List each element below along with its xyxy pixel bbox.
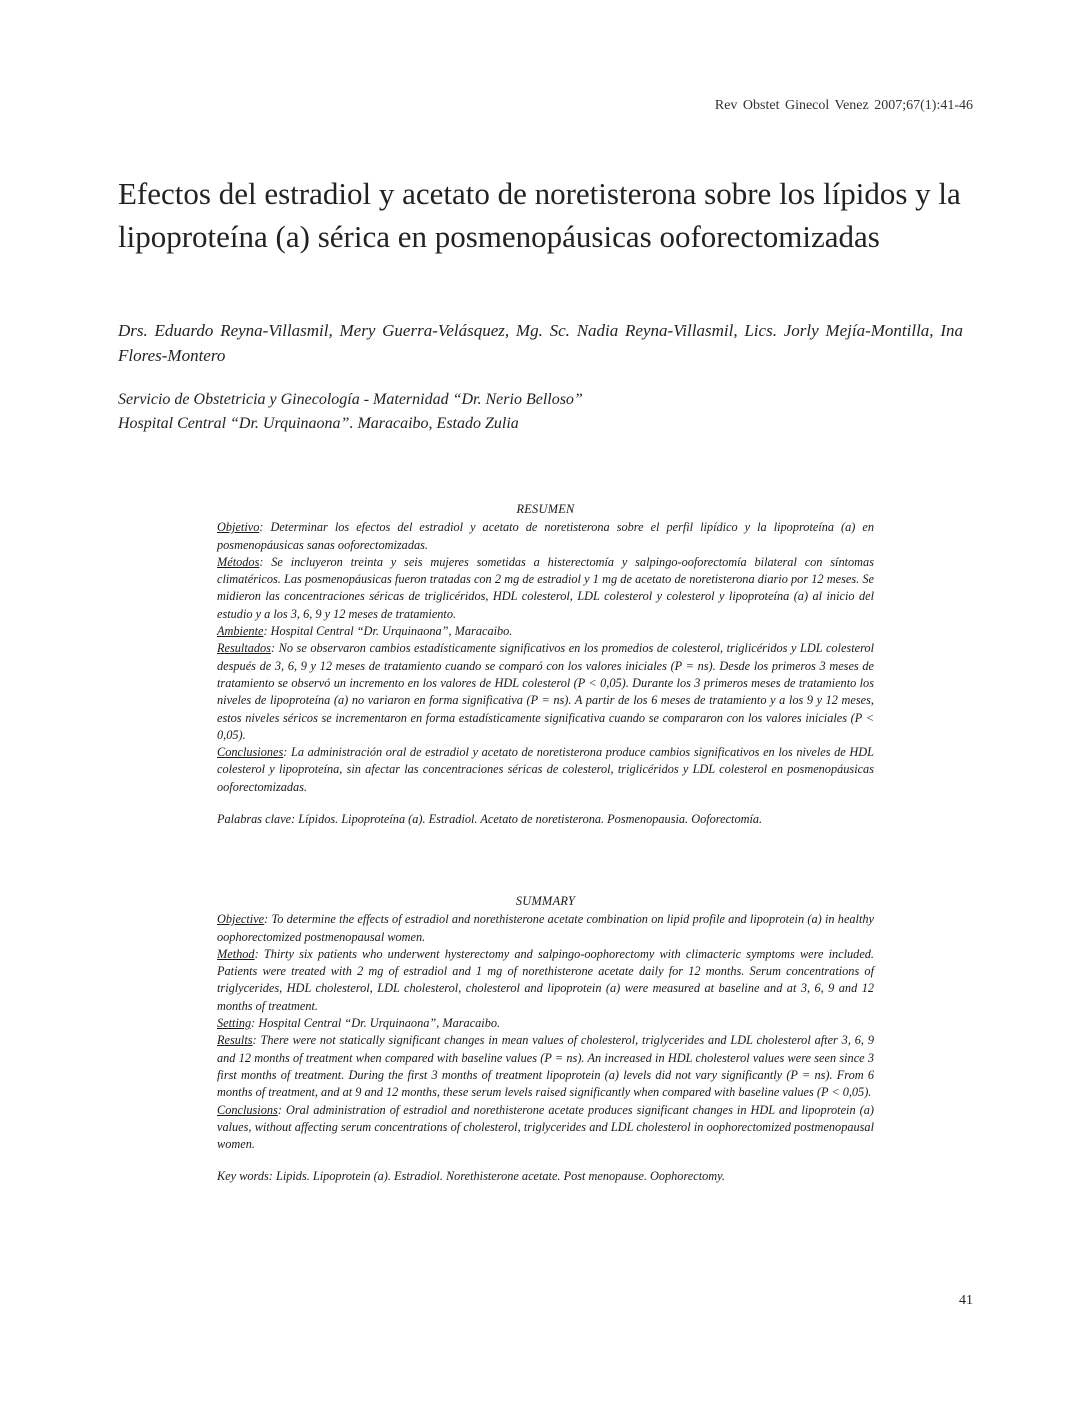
section-text: Oral administration of estradiol and norethisterone acetate produces significant changes in HDL and lipoprotein (a) values, without affecting serum concentrations of cholesterol, triglycerides and LDL cholesterol in oophorectomized postmenopausal women. (217, 1102, 874, 1152)
abstract-section-setting: Setting: Hospital Central “Dr. Urquinaona”, Maracaibo. (217, 1016, 501, 1031)
abstract-section-resultados: Resultados: No se observaron cambios estadísticamente significativos en los promedios de colesterol, triglicéridos y LDL colesterol después de 3, 6, 9 y 12 meses de tratamiento cuando se comparó con los valores iniciales (P = ns). Desde los primeros 3 meses de tratamiento se observó un incremento en los valores de HDL colesterol (P < 0,05). Durante los 3 primeros meses de tratamiento los niveles de lipoproteína (a) no variaron en forma significativa (P = ns). A partir de los 6 meses de tratamiento y a los 9 y 12 meses, estos niveles séricos se incrementaron en forma estadísticamente significativa cuando se compararon con los valores iniciales (P < 0,05). (217, 641, 874, 742)
summary-abstract (217, 893, 874, 1186)
section-label: Métodos (217, 554, 260, 569)
section-label: Results (217, 1033, 253, 1048)
palabras-clave: Palabras clave: Lípidos. Lipoproteína (a). Estradiol. Acetato de noretisterona. Posmenopausia. Ooforectomía. (217, 812, 763, 827)
author-list: Drs. Eduardo Reyna-Villasmil, Mery Guerra-Velásquez, Mg. Sc. Nadia Reyna-Villasmil, Lics. Jorly Mejía-Montilla, Ina Flores-Montero (118, 321, 963, 365)
abstract-section-objective: Objective: To determine the effects of estradiol and norethisterone acetate combination on lipid profile and lipoprotein (a) in healthy oophorectomized postmenopausal women. (217, 912, 874, 944)
summary-heading: SUMMARY (515, 894, 576, 908)
section-text: Se incluyeron treinta y seis mujeres sometidas a histerectomía y salpingo-ooforectomía bilateral con síntomas climatéricos. Las posmenopáusicas fueron tratadas con 2 mg de estradiol y 1 mg de acetato de noretisterona diario por 12 meses. Se midieron las concentraciones séricas de triglicéridos, HDL colesterol, LDL colesterol y colesterol y lipoproteína (a) al inicio del estudio y a los 3, 6, 9 y 12 meses de tratamiento. (217, 554, 874, 621)
abstract-section-ambiente: Ambiente: Hospital Central “Dr. Urquinaona”, Maracaibo. (217, 624, 513, 639)
key-words: Key words: Lipids. Lipoprotein (a). Estradiol. Norethisterone acetate. Post menopause. Oophorectomy. (217, 1169, 725, 1184)
section-text: Hospital Central “Dr. Urquinaona”, Maracaibo. (255, 1016, 501, 1031)
abstract-section-method: Method: Thirty six patients who underwent hysterectomy and salpingo-oophorectomy with climacteric symptoms were included. Patients were treated with 2 mg of estradiol and 1 mg of norethisterone acetate daily for 12 months. Serum concentrations of triglycerides, HDL cholesterol, LDL cholesterol, cholesterol and lipoprotein (a) were measured at baseline and at 3, 6, 9 and 12 months of treatment. (217, 946, 874, 1013)
section-label: Method (217, 946, 255, 961)
section-text: There were not statically significant changes in mean values of cholesterol, triglycerides and LDL cholesterol after 3, 6, 9 and 12 months of treatment when compared with baseline values (P = ns). An increased in HDL cholesterol values were seen since 3 first months of treatment. During the first 3 months of treatment lipoprotein (a) levels did not vary significantly (P = ns). From 6 months of treatment, and at 9 and 12 months, these serum levels raised significantly when compared with baseline values (P < 0,05). (217, 1033, 874, 1100)
resumen-abstract (217, 501, 874, 828)
section-label: Setting (217, 1016, 252, 1031)
section-text: La administración oral de estradiol y acetato de noretisterona produce cambios significativos en los niveles de HDL colesterol y lipoproteína, sin afectar las concentraciones séricas de colesterol, triglicéridos y LDL colesterol en posmenopáusicas ooforectomizadas. (217, 745, 874, 794)
abstract-section-conclusions: Conclusions: Oral administration of estradiol and norethisterone acetate produces significant changes in HDL and lipoprotein (a) values, without affecting serum concentrations of cholesterol, triglycerides and LDL cholesterol in oophorectomized postmenopausal women. (217, 1102, 874, 1152)
journal-citation: Rev Obstet Ginecol Venez 2007;67(1):41-46 (714, 98, 973, 113)
abstract-section-results: Results: There were not statically significant changes in mean values of cholesterol, triglycerides and LDL cholesterol after 3, 6, 9 and 12 months of treatment when compared with baseline values (P = ns). An increased in HDL cholesterol values were seen since 3 first months of treatment. During the first 3 months of treatment lipoprotein (a) levels did not vary significantly (P = ns). From 6 months of treatment, and at 9 and 12 months, these serum levels raised significantly when compared with baseline values (P < 0,05). (217, 1033, 874, 1100)
resumen-heading: RESUMEN (516, 502, 575, 516)
article-title: Efectos del estradiol y acetato de noretisterona sobre los lípidos y la lipoproteína (a) sérica en posmenopáusicas ooforectomizadas (118, 176, 961, 254)
section-text: Hospital Central “Dr. Urquinaona”, Maracaibo. (267, 624, 513, 639)
section-text: No se observaron cambios estadísticamente significativos en los promedios de colesterol, triglicéridos y LDL colesterol después de 3, 6, 9 y 12 meses de tratamiento cuando se comparó con los valores iniciales (P = ns). Desde los primeros 3 meses de tratamiento se observó un incremento en los valores de HDL colesterol (P < 0,05). Durante los 3 primeros meses de tratamiento los niveles de lipoproteína (a) no variaron en forma significativa (P = ns). A partir de los 6 meses de tratamiento y a los 9 y 12 meses, estos niveles séricos se incrementaron en forma estadísticamente significativa cuando se compararon con los valores iniciales (P < 0,05). (217, 641, 874, 742)
section-label: Resultados (217, 641, 271, 656)
section-text: Determinar los efectos del estradiol y acetato de noretisterona sobre el perfil lipídico y la lipoproteína (a) en posmenopáusicas sanas ooforectomizadas. (217, 520, 874, 552)
affiliation-line: Servicio de Obstetricia y Ginecología - Maternidad “Dr. Nerio Belloso” (118, 391, 583, 408)
section-label: Objetivo (217, 520, 260, 535)
affiliation-line: Hospital Central “Dr. Urquinaona”. Maracaibo, Estado Zulia (118, 415, 519, 432)
section-label: Conclusions (217, 1102, 278, 1117)
abstract-section-conclusiones: Conclusiones: La administración oral de estradiol y acetato de noretisterona produce cambios significativos en los niveles de HDL colesterol y lipoproteína, sin afectar las concentraciones séricas de colesterol, triglicéridos y LDL colesterol en posmenopáusicas ooforectomizadas. (217, 745, 874, 794)
section-text: Thirty six patients who underwent hysterectomy and salpingo-oophorectomy with climacteric symptoms were included. Patients were treated with 2 mg of estradiol and 1 mg of norethisterone acetate daily for 12 months. Serum concentrations of triglycerides, HDL cholesterol, LDL cholesterol, cholesterol and lipoprotein (a) were measured at baseline and at 3, 6, 9 and 12 months of treatment. (217, 946, 874, 1013)
section-label: Objective (217, 912, 265, 927)
page-number: 41 (959, 1293, 973, 1308)
section-label: Conclusiones (217, 745, 284, 760)
section-text: To determine the effects of estradiol and norethisterone acetate combination on lipid profile and lipoprotein (a) in healthy oophorectomized postmenopausal women. (217, 912, 874, 944)
section-label: Ambiente (217, 624, 264, 639)
abstract-section-objetivo: Objetivo: Determinar los efectos del estradiol y acetato de noretisterona sobre el perfil lipídico y la lipoproteína (a) en posmenopáusicas sanas ooforectomizadas. (217, 520, 874, 552)
abstract-section-metodos: Métodos: Se incluyeron treinta y seis mujeres sometidas a histerectomía y salpingo-ooforectomía bilateral con síntomas climatéricos. Las posmenopáusicas fueron tratadas con 2 mg de estradiol y 1 mg de acetato de noretisterona diario por 12 meses. Se midieron las concentraciones séricas de triglicéridos, HDL colesterol, LDL colesterol y colesterol y lipoproteína (a) al inicio del estudio y a los 3, 6, 9 y 12 meses de tratamiento. (217, 554, 874, 621)
affiliation (118, 388, 963, 436)
